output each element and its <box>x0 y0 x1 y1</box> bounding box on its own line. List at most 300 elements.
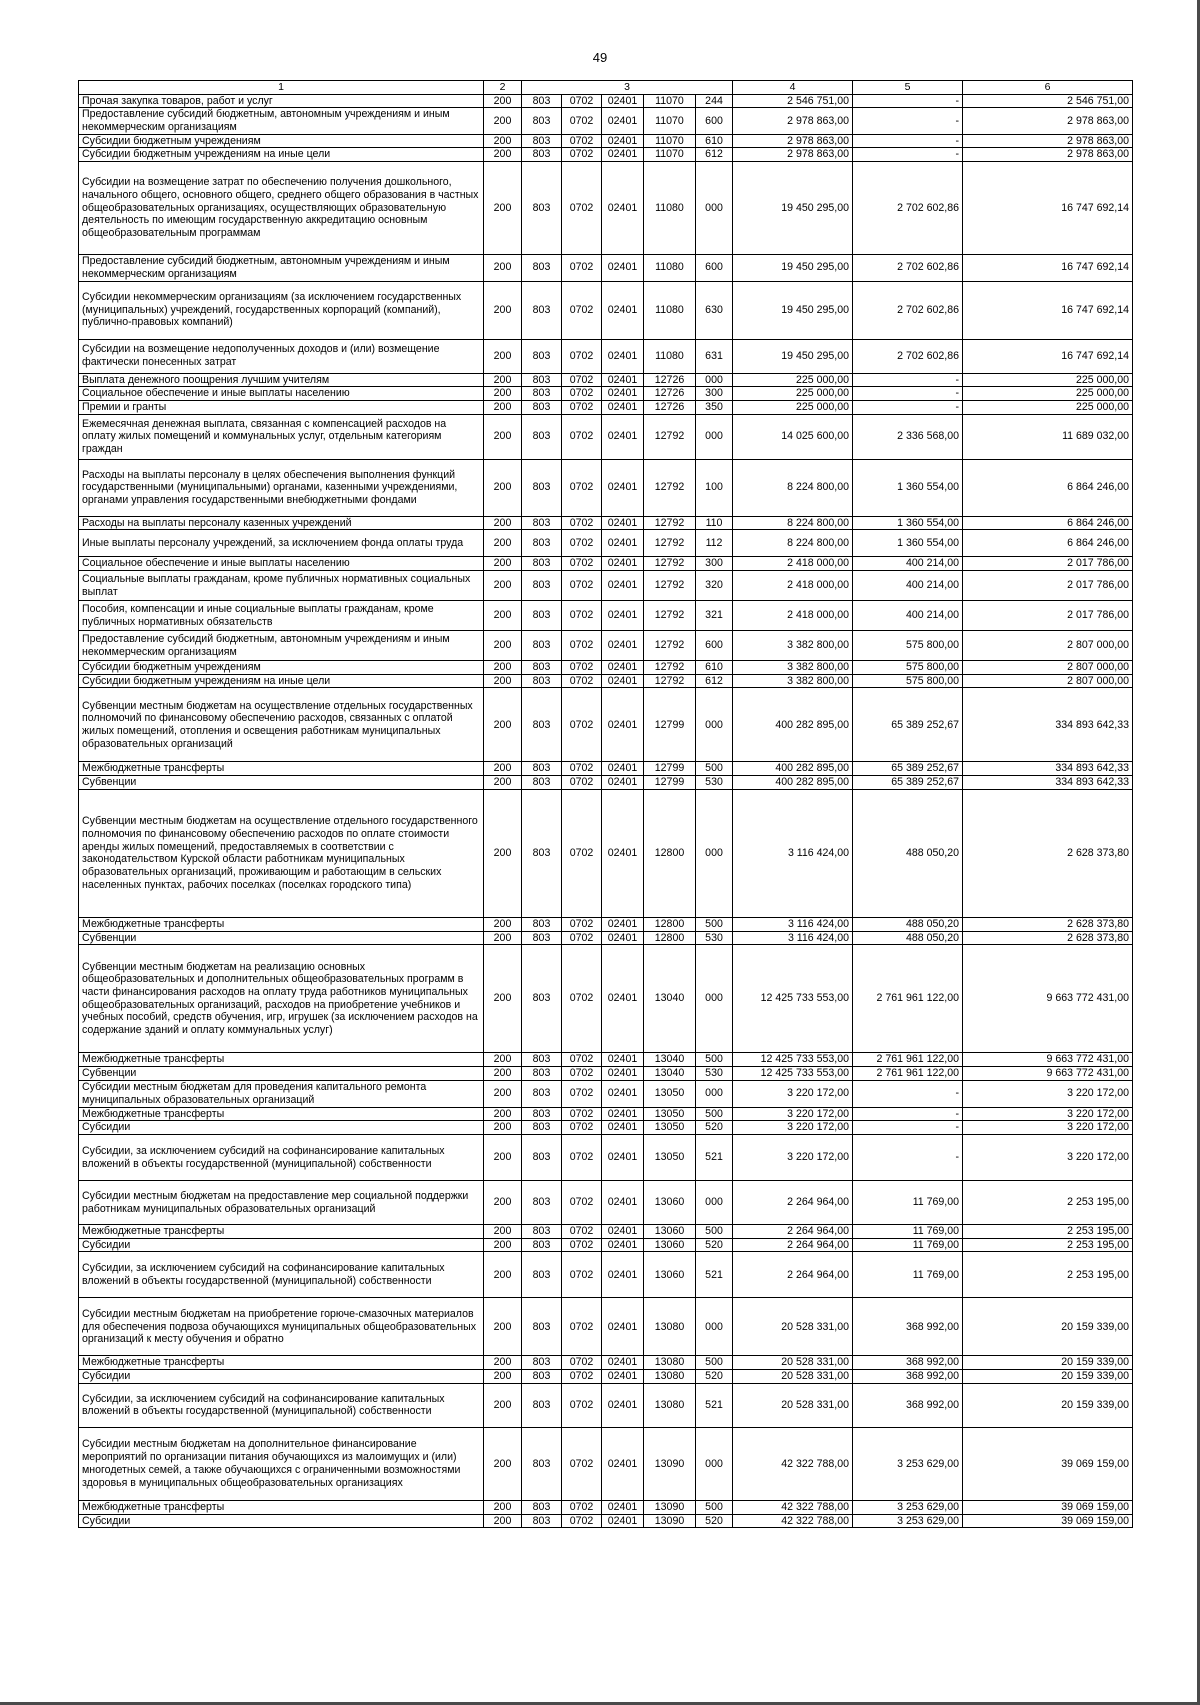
row-amount-approved: 19 450 295,00 <box>733 339 853 373</box>
row-amount-executed: 1 360 554,00 <box>853 516 963 530</box>
row-section-code: 0702 <box>562 1370 602 1384</box>
row-expense-type-code: 320 <box>696 571 733 601</box>
row-section-code: 0702 <box>562 459 602 516</box>
table-row <box>79 1252 1133 1298</box>
row-program-code: 02401 <box>602 108 644 134</box>
row-section-code: 0702 <box>562 601 602 631</box>
table-row <box>79 1121 1133 1135</box>
row-program-code: 02401 <box>602 1053 644 1067</box>
row-program-code: 02401 <box>602 255 644 281</box>
row-expense-type-code: 530 <box>696 776 733 790</box>
row-target-code: 13080 <box>644 1370 696 1384</box>
row-ministry-code: 200 <box>484 148 522 162</box>
row-amount-approved: 2 264 964,00 <box>733 1225 853 1239</box>
row-program-code: 02401 <box>602 1238 644 1252</box>
row-section-code: 0702 <box>562 1053 602 1067</box>
row-program-code: 02401 <box>602 1107 644 1121</box>
row-description: Социальное обеспечение и иные выплаты населению <box>79 387 484 401</box>
row-description: Межбюджетные трансферты <box>79 1107 484 1121</box>
row-section-code: 0702 <box>562 557 602 571</box>
row-ministry-code: 200 <box>484 762 522 776</box>
row-ministry-code: 200 <box>484 1356 522 1370</box>
row-amount-approved: 42 322 788,00 <box>733 1427 853 1500</box>
row-ministry-code: 200 <box>484 400 522 414</box>
row-amount-approved: 8 224 800,00 <box>733 530 853 557</box>
row-section-code: 0702 <box>562 674 602 688</box>
row-description: Субсидии, за исключением субсидий на софинансирование капитальных вложений в объекты государственной (муниципальной) собственности <box>79 1252 484 1298</box>
row-amount-remaining: 16 747 692,14 <box>963 162 1133 255</box>
row-section-code: 0702 <box>562 1135 602 1181</box>
table-row <box>79 255 1133 281</box>
row-chapter-code: 803 <box>522 414 562 459</box>
table-row <box>79 776 1133 790</box>
row-section-code: 0702 <box>562 94 602 108</box>
row-chapter-code: 803 <box>522 1225 562 1239</box>
row-chapter-code: 803 <box>522 1427 562 1500</box>
row-ministry-code: 200 <box>484 571 522 601</box>
row-amount-approved: 42 322 788,00 <box>733 1514 853 1528</box>
row-target-code: 12800 <box>644 931 696 945</box>
row-description: Межбюджетные трансферты <box>79 1225 484 1239</box>
row-chapter-code: 803 <box>522 945 562 1053</box>
row-chapter-code: 803 <box>522 1298 562 1356</box>
row-amount-executed: 2 761 961 122,00 <box>853 945 963 1053</box>
row-expense-type-code: 520 <box>696 1121 733 1135</box>
row-ministry-code: 200 <box>484 162 522 255</box>
table-row <box>79 1135 1133 1181</box>
row-program-code: 02401 <box>602 917 644 931</box>
header-row <box>79 81 1133 95</box>
row-amount-approved: 14 025 600,00 <box>733 414 853 459</box>
row-section-code: 0702 <box>562 1298 602 1356</box>
row-description: Премии и гранты <box>79 400 484 414</box>
row-target-code: 11070 <box>644 94 696 108</box>
row-amount-approved: 2 546 751,00 <box>733 94 853 108</box>
row-section-code: 0702 <box>562 108 602 134</box>
table-row <box>79 530 1133 557</box>
row-amount-remaining: 334 893 642,33 <box>963 688 1133 762</box>
row-amount-remaining: 16 747 692,14 <box>963 281 1133 339</box>
row-amount-executed: - <box>853 1080 963 1107</box>
row-chapter-code: 803 <box>522 516 562 530</box>
row-target-code: 12792 <box>644 571 696 601</box>
row-description: Социальное обеспечение и иные выплаты населению <box>79 557 484 571</box>
row-expense-type-code: 521 <box>696 1383 733 1427</box>
row-amount-executed: 400 214,00 <box>853 601 963 631</box>
row-amount-remaining: 2 807 000,00 <box>963 631 1133 661</box>
row-ministry-code: 200 <box>484 339 522 373</box>
row-program-code: 02401 <box>602 1383 644 1427</box>
row-section-code: 0702 <box>562 776 602 790</box>
row-section-code: 0702 <box>562 400 602 414</box>
row-amount-executed: 575 800,00 <box>853 661 963 675</box>
row-amount-remaining: 225 000,00 <box>963 387 1133 401</box>
row-expense-type-code: 000 <box>696 1298 733 1356</box>
row-target-code: 13090 <box>644 1427 696 1500</box>
row-amount-remaining: 6 864 246,00 <box>963 516 1133 530</box>
row-amount-executed: - <box>853 134 963 148</box>
row-amount-executed: - <box>853 108 963 134</box>
row-amount-executed: - <box>853 94 963 108</box>
row-amount-executed: 2 702 602,86 <box>853 339 963 373</box>
table-row <box>79 387 1133 401</box>
row-amount-executed: 65 389 252,67 <box>853 688 963 762</box>
row-amount-approved: 19 450 295,00 <box>733 162 853 255</box>
row-description: Иные выплаты персоналу учреждений, за исключением фонда оплаты труда <box>79 530 484 557</box>
row-amount-remaining: 39 069 159,00 <box>963 1514 1133 1528</box>
row-program-code: 02401 <box>602 1066 644 1080</box>
row-description: Выплата денежного поощрения лучшим учителям <box>79 373 484 387</box>
table-row <box>79 94 1133 108</box>
row-expense-type-code: 321 <box>696 601 733 631</box>
row-target-code: 11080 <box>644 339 696 373</box>
row-amount-approved: 400 282 895,00 <box>733 776 853 790</box>
row-expense-type-code: 000 <box>696 373 733 387</box>
row-amount-remaining: 3 220 172,00 <box>963 1121 1133 1135</box>
row-target-code: 12799 <box>644 688 696 762</box>
row-amount-remaining: 2 807 000,00 <box>963 674 1133 688</box>
row-section-code: 0702 <box>562 1225 602 1239</box>
row-description: Субсидии на возмещение затрат по обеспечению получения дошкольного, начального общего, основного общего, среднего общего образования в частных общеобразовательных организациях, осуществляющих образовательную деятельность по имеющим государственную аккредитацию основным общеобразовательным программам <box>79 162 484 255</box>
row-program-code: 02401 <box>602 776 644 790</box>
row-chapter-code: 803 <box>522 661 562 675</box>
row-section-code: 0702 <box>562 1080 602 1107</box>
row-expense-type-code: 530 <box>696 1066 733 1080</box>
row-description: Межбюджетные трансферты <box>79 1500 484 1514</box>
table-row <box>79 108 1133 134</box>
row-amount-remaining: 2 978 863,00 <box>963 108 1133 134</box>
row-expense-type-code: 500 <box>696 1053 733 1067</box>
row-ministry-code: 200 <box>484 1383 522 1427</box>
table-row <box>79 917 1133 931</box>
row-target-code: 12800 <box>644 789 696 917</box>
row-target-code: 13060 <box>644 1252 696 1298</box>
row-expense-type-code: 500 <box>696 917 733 931</box>
row-chapter-code: 803 <box>522 776 562 790</box>
row-chapter-code: 803 <box>522 1500 562 1514</box>
row-program-code: 02401 <box>602 945 644 1053</box>
row-amount-approved: 2 264 964,00 <box>733 1181 853 1225</box>
row-amount-approved: 2 264 964,00 <box>733 1252 853 1298</box>
row-ministry-code: 200 <box>484 1053 522 1067</box>
row-expense-type-code: 612 <box>696 674 733 688</box>
row-amount-remaining: 20 159 339,00 <box>963 1383 1133 1427</box>
row-amount-approved: 225 000,00 <box>733 400 853 414</box>
table-row <box>79 601 1133 631</box>
row-program-code: 02401 <box>602 1225 644 1239</box>
row-chapter-code: 803 <box>522 94 562 108</box>
row-section-code: 0702 <box>562 148 602 162</box>
table-row <box>79 459 1133 516</box>
row-ministry-code: 200 <box>484 688 522 762</box>
row-expense-type-code: 520 <box>696 1370 733 1384</box>
row-amount-executed: 575 800,00 <box>853 674 963 688</box>
row-expense-type-code: 521 <box>696 1252 733 1298</box>
row-description: Межбюджетные трансферты <box>79 762 484 776</box>
row-target-code: 12799 <box>644 762 696 776</box>
row-ministry-code: 200 <box>484 459 522 516</box>
row-chapter-code: 803 <box>522 1053 562 1067</box>
table-row <box>79 1427 1133 1500</box>
table-row <box>79 1514 1133 1528</box>
row-target-code: 12792 <box>644 459 696 516</box>
row-amount-executed: 400 214,00 <box>853 571 963 601</box>
row-chapter-code: 803 <box>522 1080 562 1107</box>
row-amount-remaining: 334 893 642,33 <box>963 762 1133 776</box>
row-section-code: 0702 <box>562 688 602 762</box>
row-target-code: 11080 <box>644 255 696 281</box>
row-program-code: 02401 <box>602 414 644 459</box>
row-amount-remaining: 2 253 195,00 <box>963 1252 1133 1298</box>
row-amount-executed: 368 992,00 <box>853 1356 963 1370</box>
table-row <box>79 1356 1133 1370</box>
row-ministry-code: 200 <box>484 516 522 530</box>
row-amount-remaining: 2 253 195,00 <box>963 1181 1133 1225</box>
row-amount-approved: 225 000,00 <box>733 387 853 401</box>
row-ministry-code: 200 <box>484 631 522 661</box>
row-ministry-code: 200 <box>484 776 522 790</box>
row-ministry-code: 200 <box>484 1121 522 1135</box>
row-amount-executed: 575 800,00 <box>853 631 963 661</box>
row-description: Предоставление субсидий бюджетным, автономным учреждениям и иным некоммерческим организациям <box>79 108 484 134</box>
row-target-code: 13040 <box>644 1053 696 1067</box>
row-program-code: 02401 <box>602 1500 644 1514</box>
table-row <box>79 1238 1133 1252</box>
row-amount-approved: 3 382 800,00 <box>733 661 853 675</box>
row-chapter-code: 803 <box>522 557 562 571</box>
row-amount-executed: - <box>853 373 963 387</box>
row-program-code: 02401 <box>602 762 644 776</box>
row-target-code: 12800 <box>644 917 696 931</box>
row-target-code: 11070 <box>644 108 696 134</box>
row-chapter-code: 803 <box>522 1181 562 1225</box>
row-chapter-code: 803 <box>522 1121 562 1135</box>
row-ministry-code: 200 <box>484 108 522 134</box>
row-description: Предоставление субсидий бюджетным, автономным учреждениям и иным некоммерческим организациям <box>79 255 484 281</box>
row-amount-approved: 2 418 000,00 <box>733 557 853 571</box>
row-expense-type-code: 600 <box>696 255 733 281</box>
row-target-code: 13080 <box>644 1383 696 1427</box>
row-amount-executed: 2 702 602,86 <box>853 162 963 255</box>
row-section-code: 0702 <box>562 1121 602 1135</box>
row-target-code: 13090 <box>644 1514 696 1528</box>
row-section-code: 0702 <box>562 281 602 339</box>
table-row <box>79 557 1133 571</box>
row-amount-approved: 19 450 295,00 <box>733 281 853 339</box>
row-amount-approved: 2 264 964,00 <box>733 1238 853 1252</box>
row-amount-approved: 3 116 424,00 <box>733 917 853 931</box>
table-row <box>79 516 1133 530</box>
table-row <box>79 414 1133 459</box>
row-chapter-code: 803 <box>522 400 562 414</box>
row-amount-approved: 3 220 172,00 <box>733 1121 853 1135</box>
row-description: Субсидии, за исключением субсидий на софинансирование капитальных вложений в объекты государственной (муниципальной) собственности <box>79 1383 484 1427</box>
row-expense-type-code: 244 <box>696 94 733 108</box>
row-target-code: 13090 <box>644 1500 696 1514</box>
row-program-code: 02401 <box>602 530 644 557</box>
row-description: Субвенции <box>79 1066 484 1080</box>
row-amount-approved: 3 220 172,00 <box>733 1080 853 1107</box>
row-amount-approved: 20 528 331,00 <box>733 1383 853 1427</box>
row-chapter-code: 803 <box>522 1107 562 1121</box>
row-section-code: 0702 <box>562 762 602 776</box>
row-expense-type-code: 000 <box>696 789 733 917</box>
row-program-code: 02401 <box>602 631 644 661</box>
row-amount-executed: 3 253 629,00 <box>853 1514 963 1528</box>
row-expense-type-code: 350 <box>696 400 733 414</box>
row-amount-executed: - <box>853 1107 963 1121</box>
table-row <box>79 674 1133 688</box>
row-program-code: 02401 <box>602 148 644 162</box>
row-ministry-code: 200 <box>484 387 522 401</box>
row-section-code: 0702 <box>562 162 602 255</box>
row-amount-approved: 2 978 863,00 <box>733 108 853 134</box>
row-chapter-code: 803 <box>522 917 562 931</box>
row-amount-approved: 3 382 800,00 <box>733 674 853 688</box>
row-description: Субсидии <box>79 1238 484 1252</box>
row-expense-type-code: 520 <box>696 1238 733 1252</box>
row-amount-approved: 12 425 733 553,00 <box>733 1053 853 1067</box>
row-ministry-code: 200 <box>484 1514 522 1528</box>
row-target-code: 12792 <box>644 516 696 530</box>
row-expense-type-code: 521 <box>696 1135 733 1181</box>
row-amount-executed: 2 702 602,86 <box>853 281 963 339</box>
row-expense-type-code: 600 <box>696 108 733 134</box>
row-target-code: 13060 <box>644 1225 696 1239</box>
header-col-6: 6 <box>963 81 1133 95</box>
table-row <box>79 661 1133 675</box>
row-amount-approved: 8 224 800,00 <box>733 516 853 530</box>
row-expense-type-code: 630 <box>696 281 733 339</box>
row-chapter-code: 803 <box>522 387 562 401</box>
row-description: Субсидии местным бюджетам на предоставление мер социальной поддержки работникам муниципальных образовательных организаций <box>79 1181 484 1225</box>
row-expense-type-code: 530 <box>696 931 733 945</box>
row-expense-type-code: 500 <box>696 1500 733 1514</box>
row-chapter-code: 803 <box>522 601 562 631</box>
row-program-code: 02401 <box>602 1121 644 1135</box>
row-amount-executed: 488 050,20 <box>853 789 963 917</box>
table-row <box>79 1181 1133 1225</box>
row-amount-executed: 65 389 252,67 <box>853 776 963 790</box>
row-chapter-code: 803 <box>522 134 562 148</box>
row-chapter-code: 803 <box>522 459 562 516</box>
row-amount-approved: 3 382 800,00 <box>733 631 853 661</box>
row-chapter-code: 803 <box>522 571 562 601</box>
row-chapter-code: 803 <box>522 1238 562 1252</box>
row-amount-remaining: 2 253 195,00 <box>963 1238 1133 1252</box>
row-amount-remaining: 2 978 863,00 <box>963 134 1133 148</box>
row-amount-remaining: 3 220 172,00 <box>963 1107 1133 1121</box>
row-amount-executed: - <box>853 1135 963 1181</box>
row-target-code: 12792 <box>644 601 696 631</box>
row-chapter-code: 803 <box>522 674 562 688</box>
row-target-code: 11080 <box>644 162 696 255</box>
row-section-code: 0702 <box>562 134 602 148</box>
row-ministry-code: 200 <box>484 1107 522 1121</box>
row-amount-approved: 20 528 331,00 <box>733 1370 853 1384</box>
row-chapter-code: 803 <box>522 1356 562 1370</box>
row-chapter-code: 803 <box>522 1252 562 1298</box>
row-amount-remaining: 2 628 373,80 <box>963 917 1133 931</box>
row-description: Субвенции <box>79 931 484 945</box>
row-amount-approved: 42 322 788,00 <box>733 1500 853 1514</box>
row-expense-type-code: 000 <box>696 1080 733 1107</box>
row-amount-approved: 12 425 733 553,00 <box>733 945 853 1053</box>
row-section-code: 0702 <box>562 571 602 601</box>
table-row <box>79 1298 1133 1356</box>
row-ministry-code: 200 <box>484 1066 522 1080</box>
row-target-code: 12792 <box>644 674 696 688</box>
row-amount-executed: 11 769,00 <box>853 1225 963 1239</box>
row-ministry-code: 200 <box>484 661 522 675</box>
row-description: Субсидии на возмещение недополученных доходов и (или) возмещение фактически понесенных затрат <box>79 339 484 373</box>
row-target-code: 13060 <box>644 1181 696 1225</box>
row-ministry-code: 200 <box>484 1252 522 1298</box>
row-chapter-code: 803 <box>522 1135 562 1181</box>
row-section-code: 0702 <box>562 1181 602 1225</box>
row-amount-executed: 11 769,00 <box>853 1181 963 1225</box>
row-description: Субсидии местным бюджетам на дополнительное финансирование мероприятий по организации питания обучающихся из малоимущих и (или) многодетных семей, а также обучающихся с ограниченными возможностями здоровья в муниципальных общеобразовательных организациях <box>79 1427 484 1500</box>
header-col-5: 5 <box>853 81 963 95</box>
row-amount-remaining: 39 069 159,00 <box>963 1427 1133 1500</box>
row-amount-approved: 2 978 863,00 <box>733 148 853 162</box>
row-expense-type-code: 500 <box>696 1225 733 1239</box>
row-description: Субсидии местным бюджетам для проведения капитального ремонта муниципальных образовательных организаций <box>79 1080 484 1107</box>
row-description: Прочая закупка товаров, работ и услуг <box>79 94 484 108</box>
row-amount-remaining: 20 159 339,00 <box>963 1298 1133 1356</box>
row-program-code: 02401 <box>602 789 644 917</box>
row-chapter-code: 803 <box>522 339 562 373</box>
row-description: Предоставление субсидий бюджетным, автономным учреждениям и иным некоммерческим организациям <box>79 631 484 661</box>
row-target-code: 12799 <box>644 776 696 790</box>
row-amount-executed: 2 336 568,00 <box>853 414 963 459</box>
row-expense-type-code: 000 <box>696 688 733 762</box>
table-row <box>79 162 1133 255</box>
table-row <box>79 1225 1133 1239</box>
row-section-code: 0702 <box>562 1500 602 1514</box>
row-chapter-code: 803 <box>522 762 562 776</box>
table-row <box>79 373 1133 387</box>
row-expense-type-code: 000 <box>696 945 733 1053</box>
row-section-code: 0702 <box>562 917 602 931</box>
row-amount-remaining: 225 000,00 <box>963 400 1133 414</box>
row-target-code: 11070 <box>644 148 696 162</box>
row-program-code: 02401 <box>602 1427 644 1500</box>
row-program-code: 02401 <box>602 281 644 339</box>
row-amount-approved: 2 418 000,00 <box>733 571 853 601</box>
row-program-code: 02401 <box>602 94 644 108</box>
row-description: Пособия, компенсации и иные социальные выплаты гражданам, кроме публичных нормативных обязательств <box>79 601 484 631</box>
row-amount-remaining: 9 663 772 431,00 <box>963 1053 1133 1067</box>
row-chapter-code: 803 <box>522 148 562 162</box>
row-description: Субсидии <box>79 1121 484 1135</box>
row-program-code: 02401 <box>602 387 644 401</box>
row-program-code: 02401 <box>602 931 644 945</box>
row-amount-approved: 2 418 000,00 <box>733 601 853 631</box>
row-expense-type-code: 300 <box>696 557 733 571</box>
row-program-code: 02401 <box>602 571 644 601</box>
row-amount-remaining: 2 978 863,00 <box>963 148 1133 162</box>
row-target-code: 12792 <box>644 557 696 571</box>
row-expense-type-code: 000 <box>696 1427 733 1500</box>
row-section-code: 0702 <box>562 516 602 530</box>
row-description: Субвенции <box>79 776 484 790</box>
row-amount-approved: 20 528 331,00 <box>733 1356 853 1370</box>
row-chapter-code: 803 <box>522 1066 562 1080</box>
row-section-code: 0702 <box>562 373 602 387</box>
row-section-code: 0702 <box>562 1107 602 1121</box>
row-program-code: 02401 <box>602 400 644 414</box>
